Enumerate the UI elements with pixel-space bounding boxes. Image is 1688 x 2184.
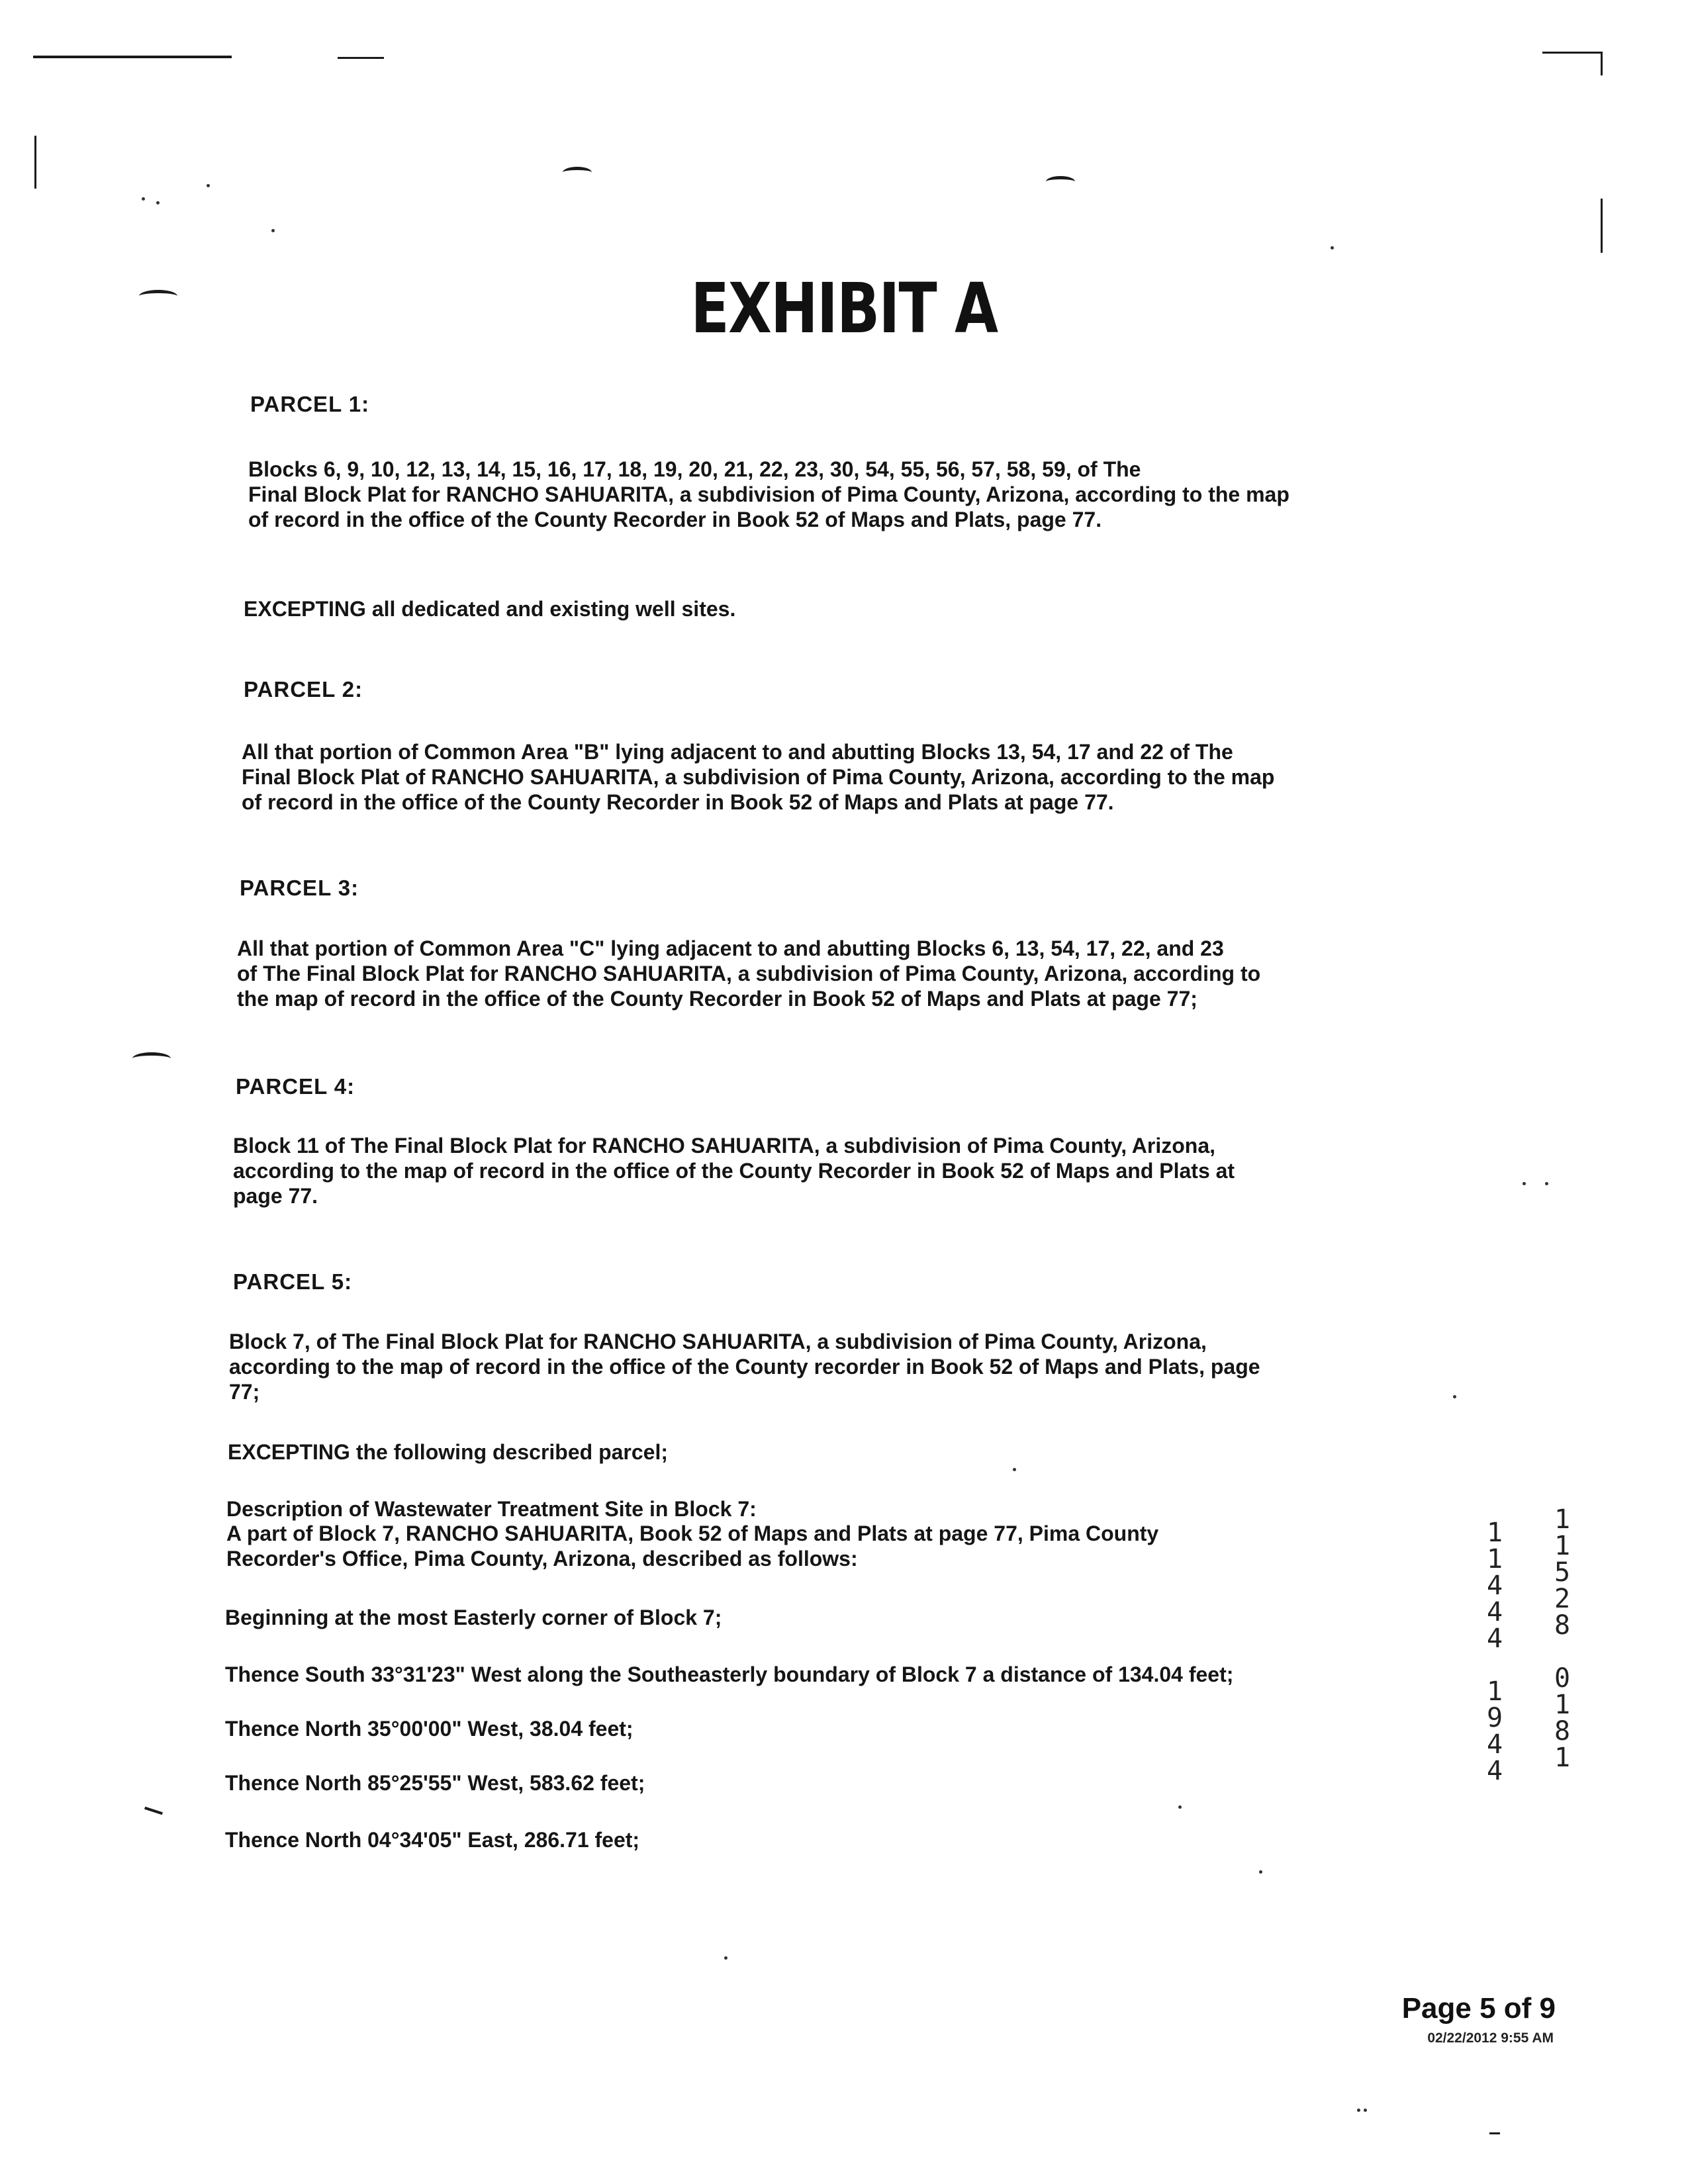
parcel-2-heading: PARCEL 2: xyxy=(244,677,363,702)
scan-mark-right-vertical xyxy=(1601,199,1603,253)
parcel-1-exception: EXCEPTING all dedicated and existing well sites. xyxy=(244,597,736,621)
scan-mark-top-curve-1 xyxy=(563,167,592,178)
parcel-2-description: All that portion of Common Area "B" lying adjacent to and abutting Blocks 13, 54, 17 and 22 of The Final Block Plat of RANCHO SAHUARITA, a subdivision of Pima County, Arizona, according to the map of record in the office of the County Recorder in Book 52 of Maps and Plats at page 77. xyxy=(242,740,1275,814)
scan-dot xyxy=(1178,1805,1182,1809)
scan-mark-left-curve-2 xyxy=(132,1052,171,1065)
recording-number-left-column: 1 1 4 4 4 1 9 4 4 xyxy=(1486,1518,1503,1786)
parcel-5-description: Block 7, of The Final Block Plat for RANCHO SAHUARITA, a subdivision of Pima County, Arizona, according to the map of record in the office of the County recorder in Book 52 of Maps and Plats, page 77; xyxy=(229,1330,1260,1404)
wastewater-site-title: Description of Wastewater Treatment Site in Block 7: xyxy=(226,1497,757,1521)
parcel-5-exception: EXCEPTING the following described parcel; xyxy=(228,1440,668,1464)
scan-dot xyxy=(271,229,275,232)
parcel-1-heading: PARCEL 1: xyxy=(250,392,370,416)
parcel-5-heading: PARCEL 5: xyxy=(233,1269,353,1294)
scan-mark-top-left xyxy=(33,56,232,58)
course-1: Thence South 33°31'23" West along the Southeasterly boundary of Block 7 a distance of 134.04 feet; xyxy=(225,1662,1234,1686)
scan-mark-top-right xyxy=(1542,52,1602,54)
scan-dot xyxy=(207,184,210,187)
parcel-3-description: All that portion of Common Area "C" lying adjacent to and abutting Blocks 6, 13, 54, 17, 22, and 23 of The Final Block Plat for RANCHO SAHUARITA, a subdivision of Pima County, Arizona, according to the map of record in the office of the County Recorder in Book 52 of Maps and Plats at page 77; xyxy=(237,936,1261,1011)
scan-dot xyxy=(1013,1468,1016,1471)
scan-mark-bottom-right xyxy=(1489,2132,1500,2134)
parcel-1-description: Blocks 6, 9, 10, 12, 13, 14, 15, 16, 17, 18, 19, 20, 21, 22, 23, 30, 54, 55, 56, 57, 58, 59, of The Final Block Plat for RANCHO SAHUARITA, a subdivision of Pima County, Arizona, according to the map of record in the office of the County Recorder in Book 52 of Maps and Plats, page 77. xyxy=(248,457,1289,531)
print-timestamp: 02/22/2012 9:55 AM xyxy=(1427,2030,1554,2046)
page-number: Page 5 of 9 xyxy=(1401,1992,1556,2025)
scan-dot xyxy=(1331,246,1334,250)
document-title: EXHIBIT A xyxy=(690,268,998,349)
scan-dot xyxy=(1364,2109,1367,2112)
scan-dot xyxy=(156,201,160,205)
scan-mark-left-vertical xyxy=(34,136,36,189)
parcel-4-description: Block 11 of The Final Block Plat for RANCHO SAHUARITA, a subdivision of Pima County, Arizona, according to the map of record in the office of the County Recorder in Book 52 of Maps and Plats at page 77. xyxy=(233,1134,1235,1208)
scan-mark-top-center xyxy=(338,57,384,59)
scan-dot xyxy=(1523,1182,1526,1185)
scan-dot xyxy=(1259,1870,1262,1874)
parcel-4-heading: PARCEL 4: xyxy=(236,1074,355,1099)
scan-mark-top-curve-2 xyxy=(1046,176,1075,187)
course-2: Thence North 35°00'00" West, 38.04 feet; xyxy=(225,1717,633,1741)
scan-dot xyxy=(1545,1182,1548,1185)
course-beginning: Beginning at the most Easterly corner of Block 7; xyxy=(225,1606,722,1629)
course-3: Thence North 85°25'55" West, 583.62 feet; xyxy=(225,1771,645,1795)
wastewater-site-description: A part of Block 7, RANCHO SAHUARITA, Book 52 of Maps and Plats at page 77, Pima County Recorder's Office, Pima County, Arizona, described as follows: xyxy=(226,1522,1159,1570)
parcel-3-heading: PARCEL 3: xyxy=(240,876,359,900)
scan-mark-left-tick xyxy=(144,1807,163,1815)
scan-mark-right-vertical-top xyxy=(1601,52,1603,75)
scan-dot xyxy=(142,197,145,201)
recording-number-right-column: 1 1 5 2 8 0 1 8 1 xyxy=(1554,1504,1571,1773)
scan-dot xyxy=(1453,1395,1456,1398)
scan-dot xyxy=(1357,2109,1360,2112)
course-4: Thence North 04°34'05" East, 286.71 feet; xyxy=(225,1828,640,1852)
scan-dot xyxy=(724,1956,727,1960)
